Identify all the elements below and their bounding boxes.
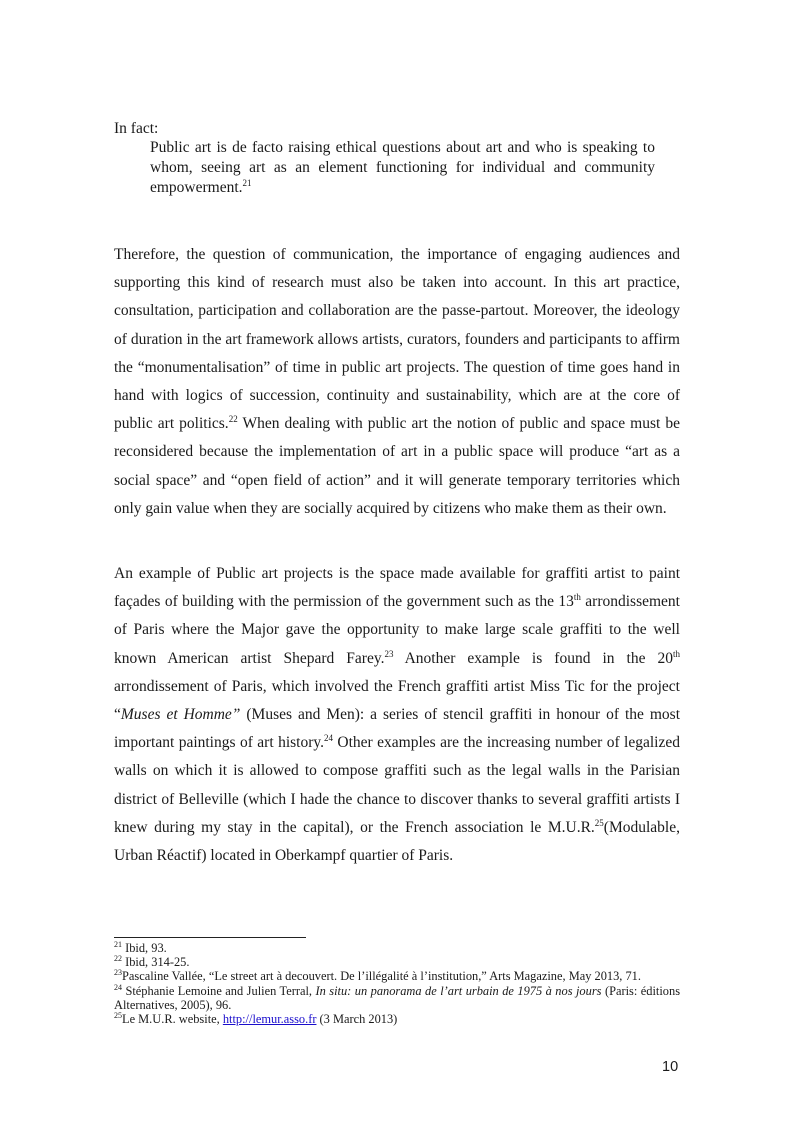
footnote-21 <box>114 941 680 955</box>
para2-text-3: Another example is found in the 20 <box>393 649 673 667</box>
footnote-ref-25: 25 <box>594 817 604 828</box>
footnote-number: 22 <box>114 954 122 964</box>
paragraph-examples <box>114 560 680 870</box>
footnote-text: Ibid, 314-25. <box>122 955 190 970</box>
block-quote <box>150 138 655 198</box>
footnote-text: Stéphanie Lemoine and Julien Terral, <box>122 983 316 998</box>
quote-text: Public art is de facto raising ethical questions about art and who is speaking to whom, seeing art as an element functioning for individual and community empowerment. <box>150 139 655 196</box>
para2-text-1: An example of Public art projects is the space made available for graffiti artist to paint façades of building with the permission of the government such as the 13 <box>114 565 680 611</box>
footnote-divider <box>114 937 306 938</box>
footnote-22 <box>114 955 680 969</box>
footnote-number: 25 <box>114 1010 122 1020</box>
footnote-25 <box>114 1012 680 1026</box>
footnote-number: 23 <box>114 968 122 978</box>
para2-text-7: (Modulable, Urban Réactif) located in Oberkampf quartier of Paris. <box>114 818 680 865</box>
footnote-text: Ibid, 93. <box>122 941 167 955</box>
para1-text-2: When dealing with public art the notion of public and space must be reconsidered because the implementation of art in a public space will produce “art as a social space” and “open field of action” and it will generate temporary territories which only gain value when they are socially acquired by citizens who make them as their own. <box>114 415 680 517</box>
para2-text-5: (Muses and Men): a series of stencil graffiti in honour of the most important paintings of art history. <box>114 706 681 752</box>
para2-text-6: Other examples are the increasing number of legalized walls on which it is allowed to compose graffiti such as the legal walls in the Parisian district of Belleville (which I hade the chance to discover thanks to several graffiti artists I knew during my stay in the capital), or the French association le M.U.R. <box>114 734 680 836</box>
lemur-website-link[interactable]: http://lemur.asso.fr <box>222 1012 317 1027</box>
footnote-text: Pascaline Vallée, “Le street art à decouvert. De l’illégalité à l’institution,” Arts Magazine, May 2013, 71. <box>122 969 641 984</box>
ordinal-suffix: th <box>672 648 680 659</box>
ordinal-suffix: th <box>573 592 581 603</box>
page-number: 10 <box>662 1059 679 1075</box>
footnote-ref-23: 23 <box>384 648 394 659</box>
footnote-ref-21: 21 <box>242 177 252 188</box>
para2-text-2: arrondissement of Paris where the Major gave the opportunity to make large scale graffiti to the well known American artist Shepard Farey. <box>114 593 680 667</box>
footnote-number: 21 <box>114 939 122 949</box>
book-title: In situ: un panorama de l’art urbain de 1975 à nos jours <box>315 983 602 998</box>
footnote-text: (3 March 2013) <box>316 1012 398 1027</box>
footnote-text: (Paris: éditions Alternatives, 2005), 96. <box>114 983 681 1012</box>
intro-line: In fact: <box>114 120 159 137</box>
footnote-number: 24 <box>114 982 122 992</box>
footnotes <box>114 941 680 1026</box>
footnote-ref-22: 22 <box>228 414 238 425</box>
project-title: Muses et Homme” <box>120 706 241 724</box>
paragraph-communication <box>114 241 680 523</box>
para1-text-1: Therefore, the question of communication, the importance of engaging audiences and supporting this kind of research must also be taken into account. In this art practice, consultation, participation and collaboration are the passe-partout. Moreover, the ideology of duration in the art framework allows artists, curators, founders and participants to affirm the “monumentalisation” of time in public art projects. The question of time goes hand in hand with logics of succession, continuity and sustainability, which are at the core of public art politics. <box>114 246 680 433</box>
footnote-23 <box>114 969 680 983</box>
footnote-24 <box>114 984 680 1012</box>
footnote-ref-24: 24 <box>324 733 333 744</box>
footnote-text: Le M.U.R. website, <box>122 1012 223 1027</box>
para2-text-4: arrondissement of Paris, which involved the French graffiti artist Miss Tic for the project “ <box>114 677 680 724</box>
